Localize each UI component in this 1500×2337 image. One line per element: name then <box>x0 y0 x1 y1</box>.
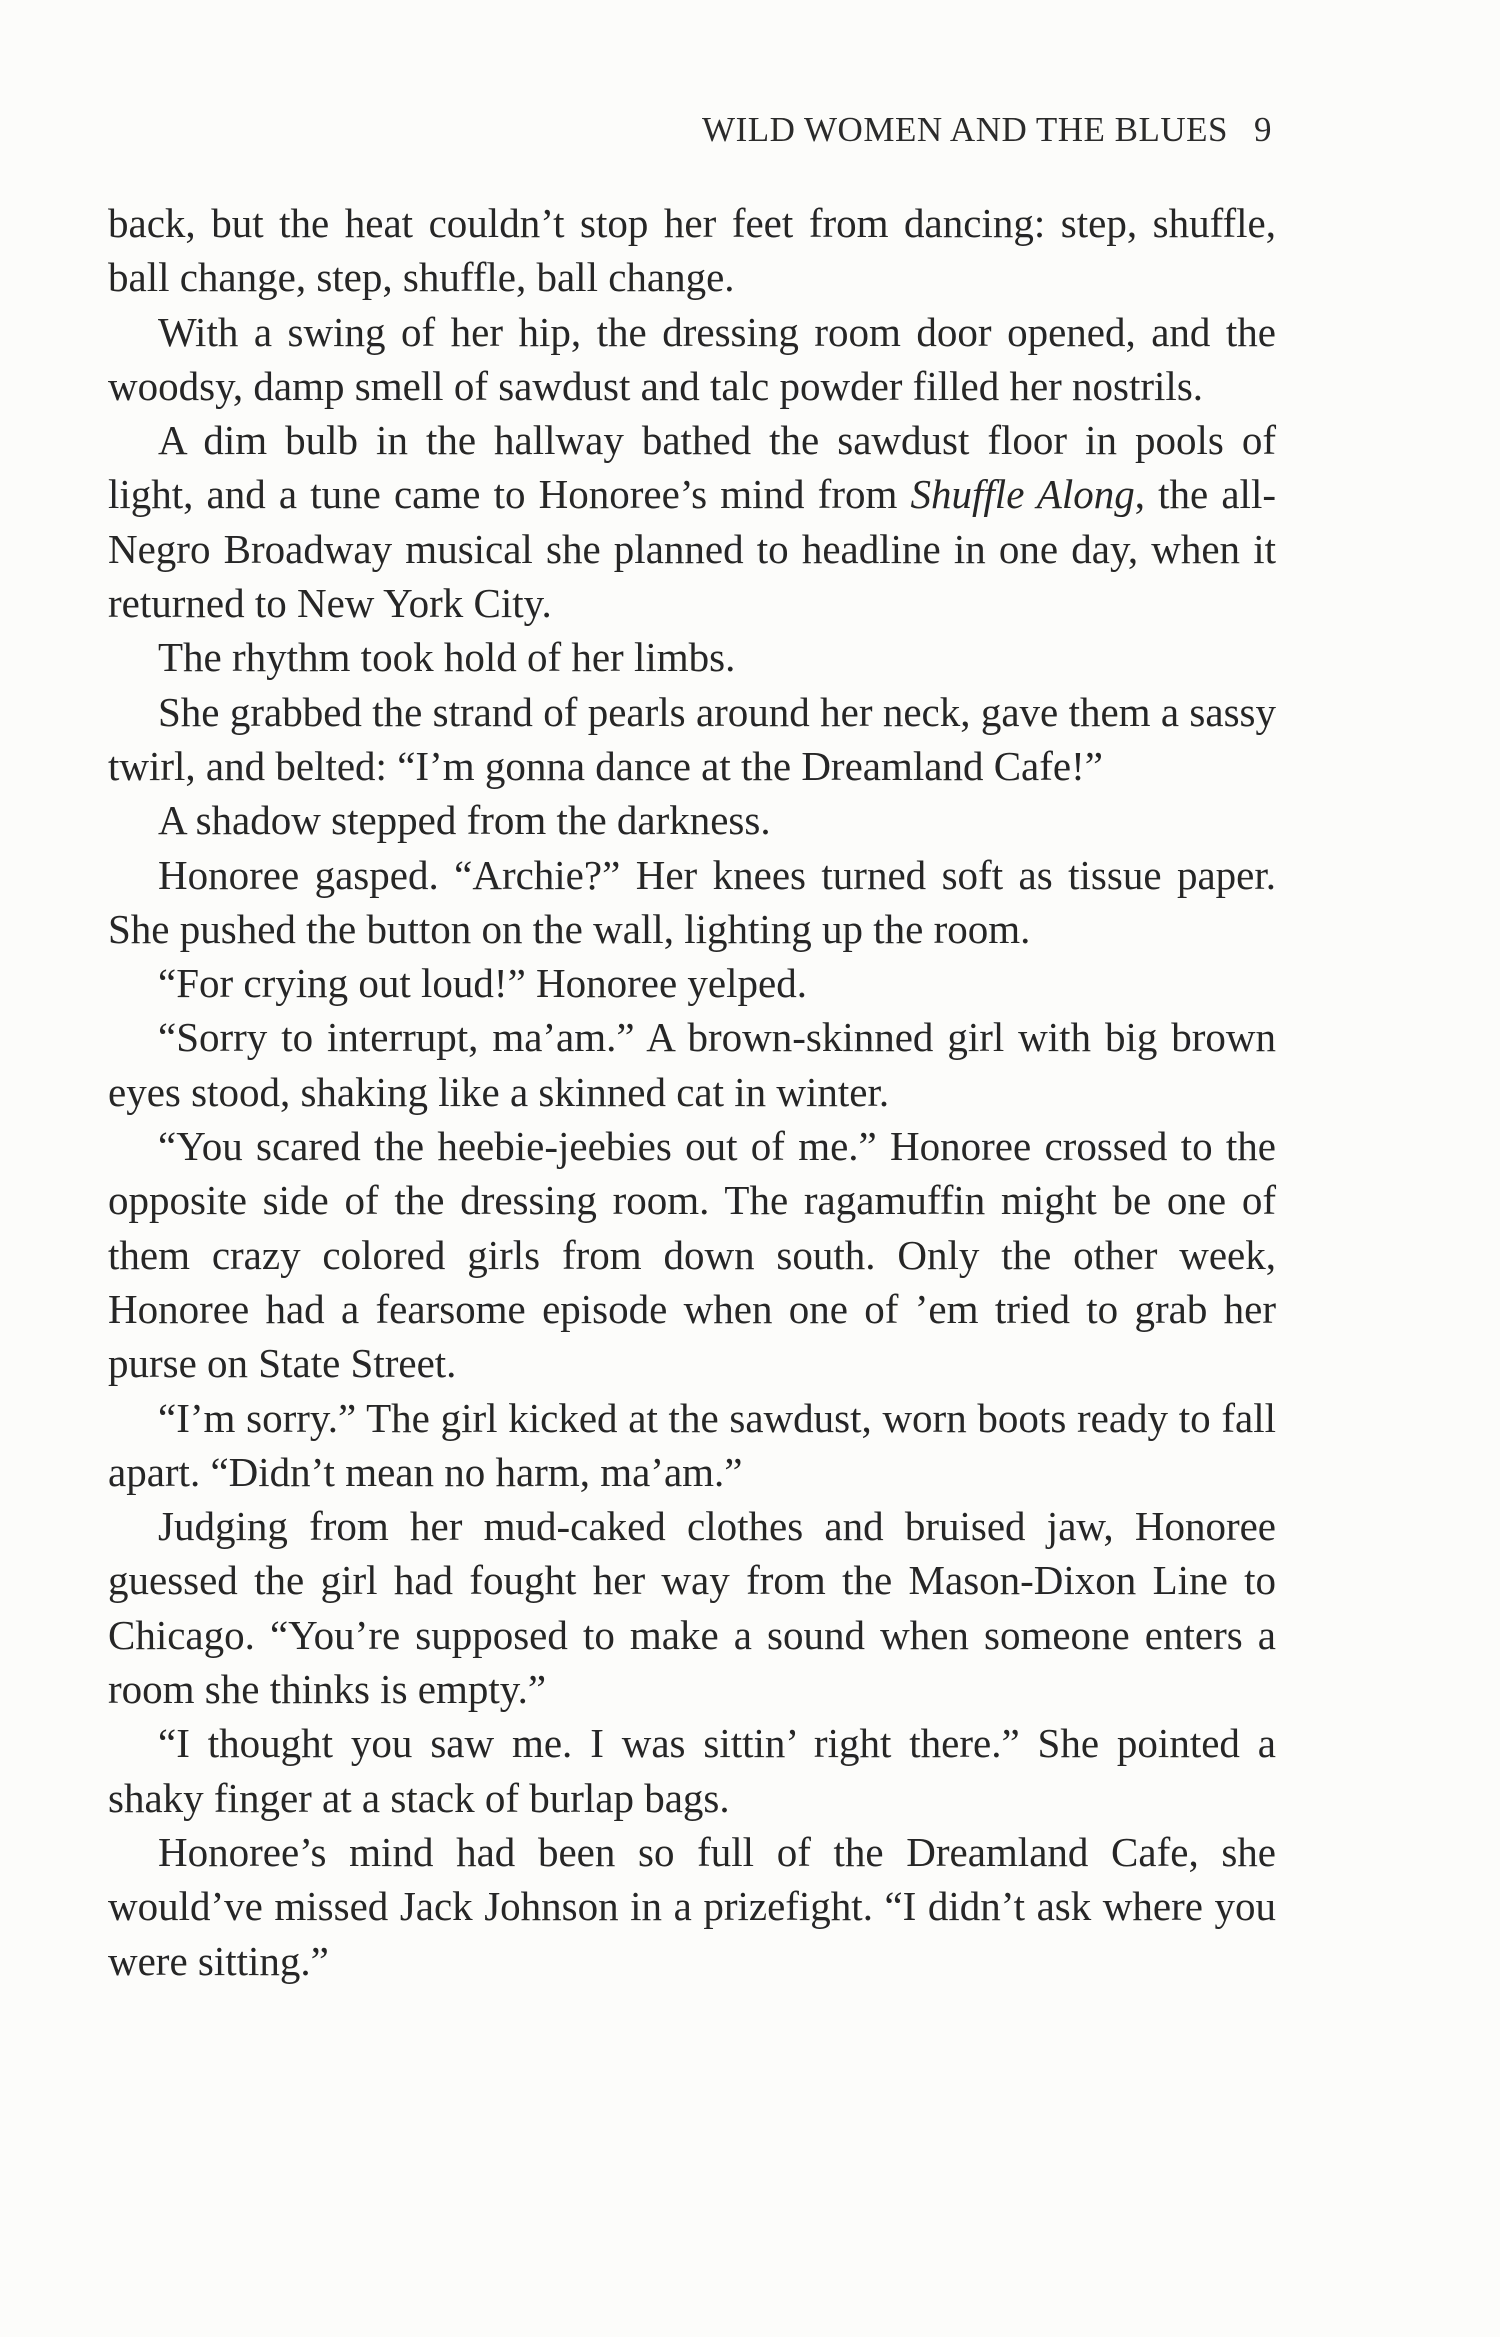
paragraph: She grabbed the strand of pearls around her neck, gave them a sassy twirl, and belted: “I’m gonna dance at the Dreamland Cafe!” <box>108 688 1276 789</box>
paragraph: With a swing of her hip, the dressing room door opened, and the woodsy, damp smell of sawdust and talc powder filled her nostrils. <box>108 308 1276 409</box>
page-number: 9 <box>1254 110 1272 149</box>
italic-title: Shuffle Along <box>910 471 1135 518</box>
paragraph: A shadow stepped from the darkness. <box>158 797 771 844</box>
paragraph: Honoree’s mind had been so full of the Dreamland Cafe, she would’ve missed Jack Johnson in a prizefight. “I didn’t ask where you were sitting.” <box>108 1828 1276 1984</box>
body-text <box>108 196 1276 1988</box>
paragraph: Judging from her mud-caked clothes and bruised jaw, Honoree guessed the girl had fought her way from the Mason-Dixon Line to Chicago. “You’re supposed to make a sound when someone enters a room she thinks is empty.” <box>108 1503 1276 1713</box>
paragraph: “Sorry to interrupt, ma’am.” A brown-skinned girl with big brown eyes stood, shaking like a skinned cat in winter. <box>108 1014 1276 1115</box>
paragraph-text: A dim bulb in the hallway bathed the sawdust floor in pools of light, and a tune came to Honoree’s mind from <box>108 417 1276 518</box>
running-head-title: WILD WOMEN AND THE BLUES <box>702 110 1228 149</box>
running-head <box>702 110 1272 150</box>
paragraph: Honoree gasped. “Archie?” Her knees turned soft as tissue paper. She pushed the button on the wall, lighting up the room. <box>108 851 1276 952</box>
paragraph-continued: back, but the heat couldn’t stop her feet from dancing: step, shuffle, ball change, step, shuffle, ball change. <box>108 200 1276 301</box>
paragraph <box>108 413 1276 630</box>
paragraph: “For crying out loud!” Honoree yelped. <box>158 960 807 1007</box>
paragraph: “I thought you saw me. I was sittin’ right there.” She pointed a shaky finger at a stack of burlap bags. <box>108 1720 1276 1821</box>
paragraph-text: , the all-Negro Broadway musical she planned to headline in one day, when it returned to New York City. <box>108 471 1276 627</box>
paragraph: “I’m sorry.” The girl kicked at the sawdust, worn boots ready to fall apart. “Didn’t mean no harm, ma’am.” <box>108 1394 1276 1495</box>
paragraph: “You scared the heebie-jeebies out of me.” Honoree crossed to the opposite side of the dressing room. The ragamuffin might be one of them crazy colored girls from down south. Only the other week, Honoree had a fearsome episode when one of ’em tried to grab her purse on State Street. <box>108 1123 1276 1387</box>
paragraph: The rhythm took hold of her limbs. <box>158 634 736 681</box>
